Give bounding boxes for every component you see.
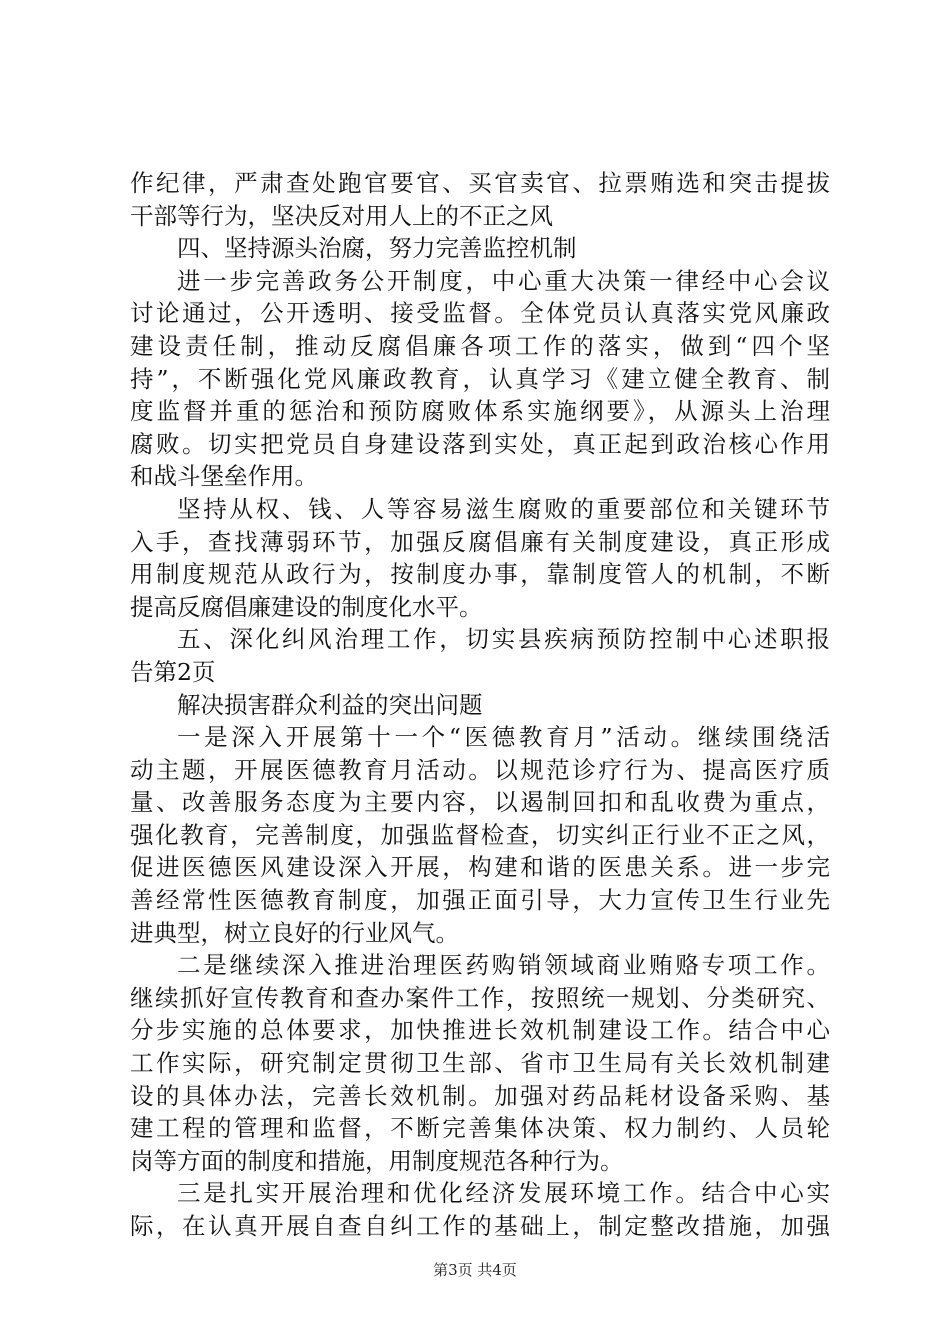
text-line: 继续抓好宣传教育和查办案件工作，按照统一规划、分类研究、 [130, 983, 830, 1012]
text-line: 四、坚持源头治腐，努力完善监控机制 [177, 234, 577, 263]
text-line: 三是扎实开展治理和优化经济发展环境工作。结合中心实 [177, 1179, 830, 1208]
text-line: 促进医德医风建设深入开展，构建和谐的医患关系。进一步完 [130, 853, 830, 882]
text-line: 和战斗堡垒作用。 [130, 462, 318, 491]
text-line: 告第2页 [130, 657, 216, 686]
text-line: 分步实施的总体要求，加快推进长效机制建设工作。结合中心 [130, 1016, 830, 1045]
document-body [130, 167, 830, 1243]
text-line: 五、深化纠风治理工作，切实县疾病预防控制中心述职报 [177, 625, 830, 654]
text-line: 用制度规范从政行为，按制度办事，靠制度管人的机制，不断 [130, 560, 830, 589]
text-line: 量、改善服务态度为主要内容，以遏制回扣和乱收费为重点， [130, 788, 830, 817]
text-line: 进典型，树立良好的行业风气。 [130, 918, 459, 947]
text-line: 坚持从权、钱、人等容易滋生腐败的重要部位和关键环节 [177, 494, 830, 523]
text-line: 建工程的管理和监督，不断完善集体决策、权力制约、人员轮 [130, 1114, 830, 1143]
text-line: 建设责任制，推动反腐倡廉各项工作的落实，做到“四个坚 [130, 331, 830, 360]
text-line: 讨论通过，公开透明、接受监督。全体党员认真落实党风廉政 [130, 299, 830, 328]
text-line: 持”，不断强化党风廉政教育，认真学习《建立健全教育、制 [130, 364, 830, 393]
text-line: 入手，查找薄弱环节，加强反腐倡廉有关制度建设，真正形成 [130, 527, 830, 556]
page-footer: 第3页 共4页 [433, 1261, 517, 1279]
text-line: 岗等方面的制度和措施，用制度规范各种行为。 [130, 1146, 624, 1175]
text-line: 一是深入开展第十一个“医德教育月”活动。继续围绕活 [177, 723, 830, 752]
text-line: 作纪律，严肃查处跑官要官、买官卖官、拉票贿选和突击提拔 [130, 169, 830, 197]
text-line: 强化教育，完善制度，加强监督检查，切实纠正行业不正之风， [130, 820, 830, 849]
text-line: 度监督并重的惩治和预防腐败体系实施纲要》，从源头上治理 [130, 397, 830, 426]
text-line: 善经常性医德教育制度，加强正面引导，大力宣传卫生行业先 [130, 886, 830, 915]
text-line: 腐败。切实把党员自身建设落到实处，真正起到政治核心作用 [130, 429, 830, 458]
text-line: 干部等行为，坚决反对用人上的不正之风 [130, 201, 553, 230]
text-line: 际，在认真开展自查自纠工作的基础上，制定整改措施，加强 [130, 1212, 830, 1240]
text-line: 动主题，开展医德教育月活动。以规范诊疗行为、提高医疗质 [130, 755, 830, 784]
text-line: 提高反腐倡廉建设的制度化水平。 [130, 592, 483, 621]
text-line: 二是继续深入推进治理医药购销领域商业贿赂专项工作。 [177, 951, 830, 980]
text-line: 设的具体办法，完善长效机制。加强对药品耗材设备采购、基 [130, 1081, 830, 1110]
text-line: 进一步完善政务公开制度，中心重大决策一律经中心会议 [177, 266, 830, 295]
text-line: 解决损害群众利益的突出问题 [177, 690, 483, 719]
text-line: 工作实际，研究制定贯彻卫生部、省市卫生局有关长效机制建 [130, 1049, 830, 1078]
